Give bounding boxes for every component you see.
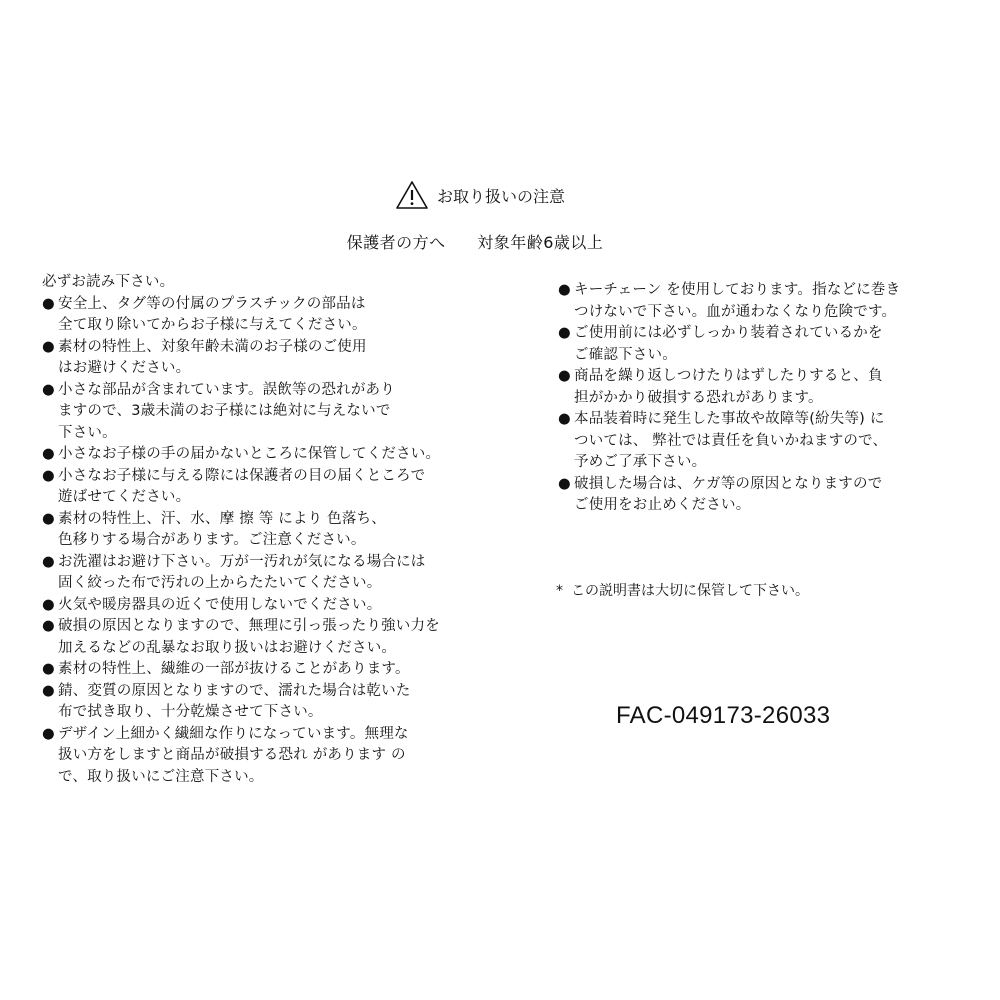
list-item — [42, 294, 472, 337]
bullet-icon: ● — [42, 553, 55, 570]
bullet-icon: ● — [42, 618, 55, 634]
item-line: ご確認下さい。 — [574, 346, 677, 363]
list-item — [42, 444, 472, 466]
item-line: 本品装着時に発生した事故や故障等(紛失等) に — [574, 411, 885, 427]
intro-text: 必ずお読み下さい。 — [42, 274, 175, 290]
age-label: 対象年齢6歳以上 — [477, 233, 604, 252]
item-line: はお避けください。 — [58, 360, 191, 376]
item-line: ご使用をお止めください。 — [574, 497, 751, 513]
list-item — [558, 323, 958, 366]
item-line: 色移りする場合があります。ご注意ください。 — [58, 532, 366, 548]
item-line: 商品を繰り返しつけたりはずしたりすると、負 — [574, 368, 883, 384]
bullet-icon: ● — [42, 381, 55, 398]
bullet-icon: ● — [558, 368, 571, 384]
bullet-icon: ● — [42, 295, 55, 312]
item-line: 扱い方をしますと商品が破損する恐れ があります の — [58, 747, 406, 763]
bullet-icon: ● — [42, 510, 55, 527]
item-line: 素材の特性上、汗、水、摩 擦 等 により 色落ち、 — [58, 510, 386, 527]
item-line: 破損の原因となりますので、無理に引っ張ったり強い力を — [58, 618, 440, 634]
bullet-icon: ● — [42, 467, 55, 484]
guardian-label: 保護者の方へ — [346, 233, 446, 252]
right-column — [558, 280, 958, 517]
right-items — [558, 280, 958, 517]
header — [0, 180, 1000, 253]
item-line: ますので、3歳未満のお子様には絶対に与えないで — [58, 403, 391, 419]
item-line: 加えるなどの乱暴なお取り扱いはお避けください。 — [58, 639, 397, 656]
list-item — [42, 552, 472, 595]
item-line: 火気や暖房器具の近くで使用しないでください。 — [58, 596, 382, 613]
list-item — [42, 466, 472, 509]
bullet-icon: ● — [558, 325, 571, 341]
page-title: お取り扱いの注意 — [436, 186, 565, 206]
list-item — [42, 659, 472, 681]
subtitle — [0, 230, 1000, 253]
note — [556, 580, 809, 600]
bullet-icon: ● — [42, 661, 55, 677]
item-line: 錆、変質の原因となりますので、濡れた場合は乾いた — [58, 682, 411, 699]
item-line: 小さなお子様の手の届かないところに保管してください。 — [58, 446, 441, 462]
item-line: 安全上、タグ等の付属のプラスチックの部品は — [58, 295, 366, 312]
list-item — [42, 337, 472, 380]
list-item — [42, 509, 472, 552]
item-line: キーチェーン を使用しております。指などに巻き — [574, 282, 901, 298]
item-line: デザイン上細かく繊細な作りになっています。無理な — [58, 725, 409, 742]
list-item — [42, 380, 472, 445]
bullet-icon: ● — [42, 338, 55, 355]
item-line: 予めご了承下さい。 — [574, 454, 707, 470]
list-item — [558, 474, 958, 517]
item-line: 担がかかり破損する恐れがあります。 — [574, 389, 823, 406]
list-item — [42, 595, 472, 617]
bullet-icon: ● — [42, 682, 55, 699]
bullet-icon: ● — [42, 725, 55, 742]
item-line: 素材の特性上、繊維の一部が抜けることがあります。 — [58, 661, 410, 677]
item-line: 小さな部品が含まれています。誤飲等の恐れがあり — [58, 381, 395, 398]
item-line: 下さい。 — [58, 424, 117, 441]
item-line: 固く絞った布で汚れの上からたたいてください。 — [58, 575, 382, 591]
list-item — [42, 681, 472, 724]
list-item — [42, 724, 472, 789]
list-item — [42, 616, 472, 659]
note-text: この説明書は大切に保管して下さい。 — [571, 583, 809, 599]
bullet-icon: ● — [42, 596, 55, 613]
product-code: FAC-049173-26033 — [616, 702, 831, 729]
warning-icon — [395, 180, 429, 210]
item-line: 遊ばせてください。 — [58, 489, 191, 505]
list-item — [558, 366, 958, 409]
item-line: で、取り扱いにご注意下さい。 — [58, 768, 264, 785]
item-line: ご使用前には必ずしっかり装着されているかを — [574, 325, 883, 341]
left-column — [42, 272, 472, 788]
title-row — [395, 180, 565, 210]
asterisk-icon: * — [556, 583, 563, 599]
item-line: ついては、 弊社では責任を負いかねますので、 — [574, 432, 888, 449]
bullet-icon: ● — [558, 282, 571, 298]
item-line: 全て取り除いてからお子様に与えてください。 — [58, 317, 367, 333]
item-line: お洗濯はお避け下さい。万が一汚れが気になる場合には — [58, 553, 426, 570]
item-line: 破損した場合は、ケガ等の原因となりますので — [574, 475, 883, 492]
bullet-icon: ● — [558, 411, 571, 427]
bullet-icon: ● — [42, 446, 55, 462]
list-item — [558, 280, 958, 323]
item-line: つけないで下さい。血が通わなくなり危険です。 — [574, 303, 897, 320]
bullet-icon: ● — [558, 475, 571, 492]
item-line: 小さなお子様に与える際には保護者の目の届くところで — [58, 467, 426, 484]
item-line: 素材の特性上、対象年齢未満のお子様のご使用 — [58, 338, 367, 355]
left-items — [42, 294, 472, 789]
list-item — [558, 409, 958, 474]
item-line: 布で拭き取り、十分乾燥させて下さい。 — [58, 704, 323, 720]
